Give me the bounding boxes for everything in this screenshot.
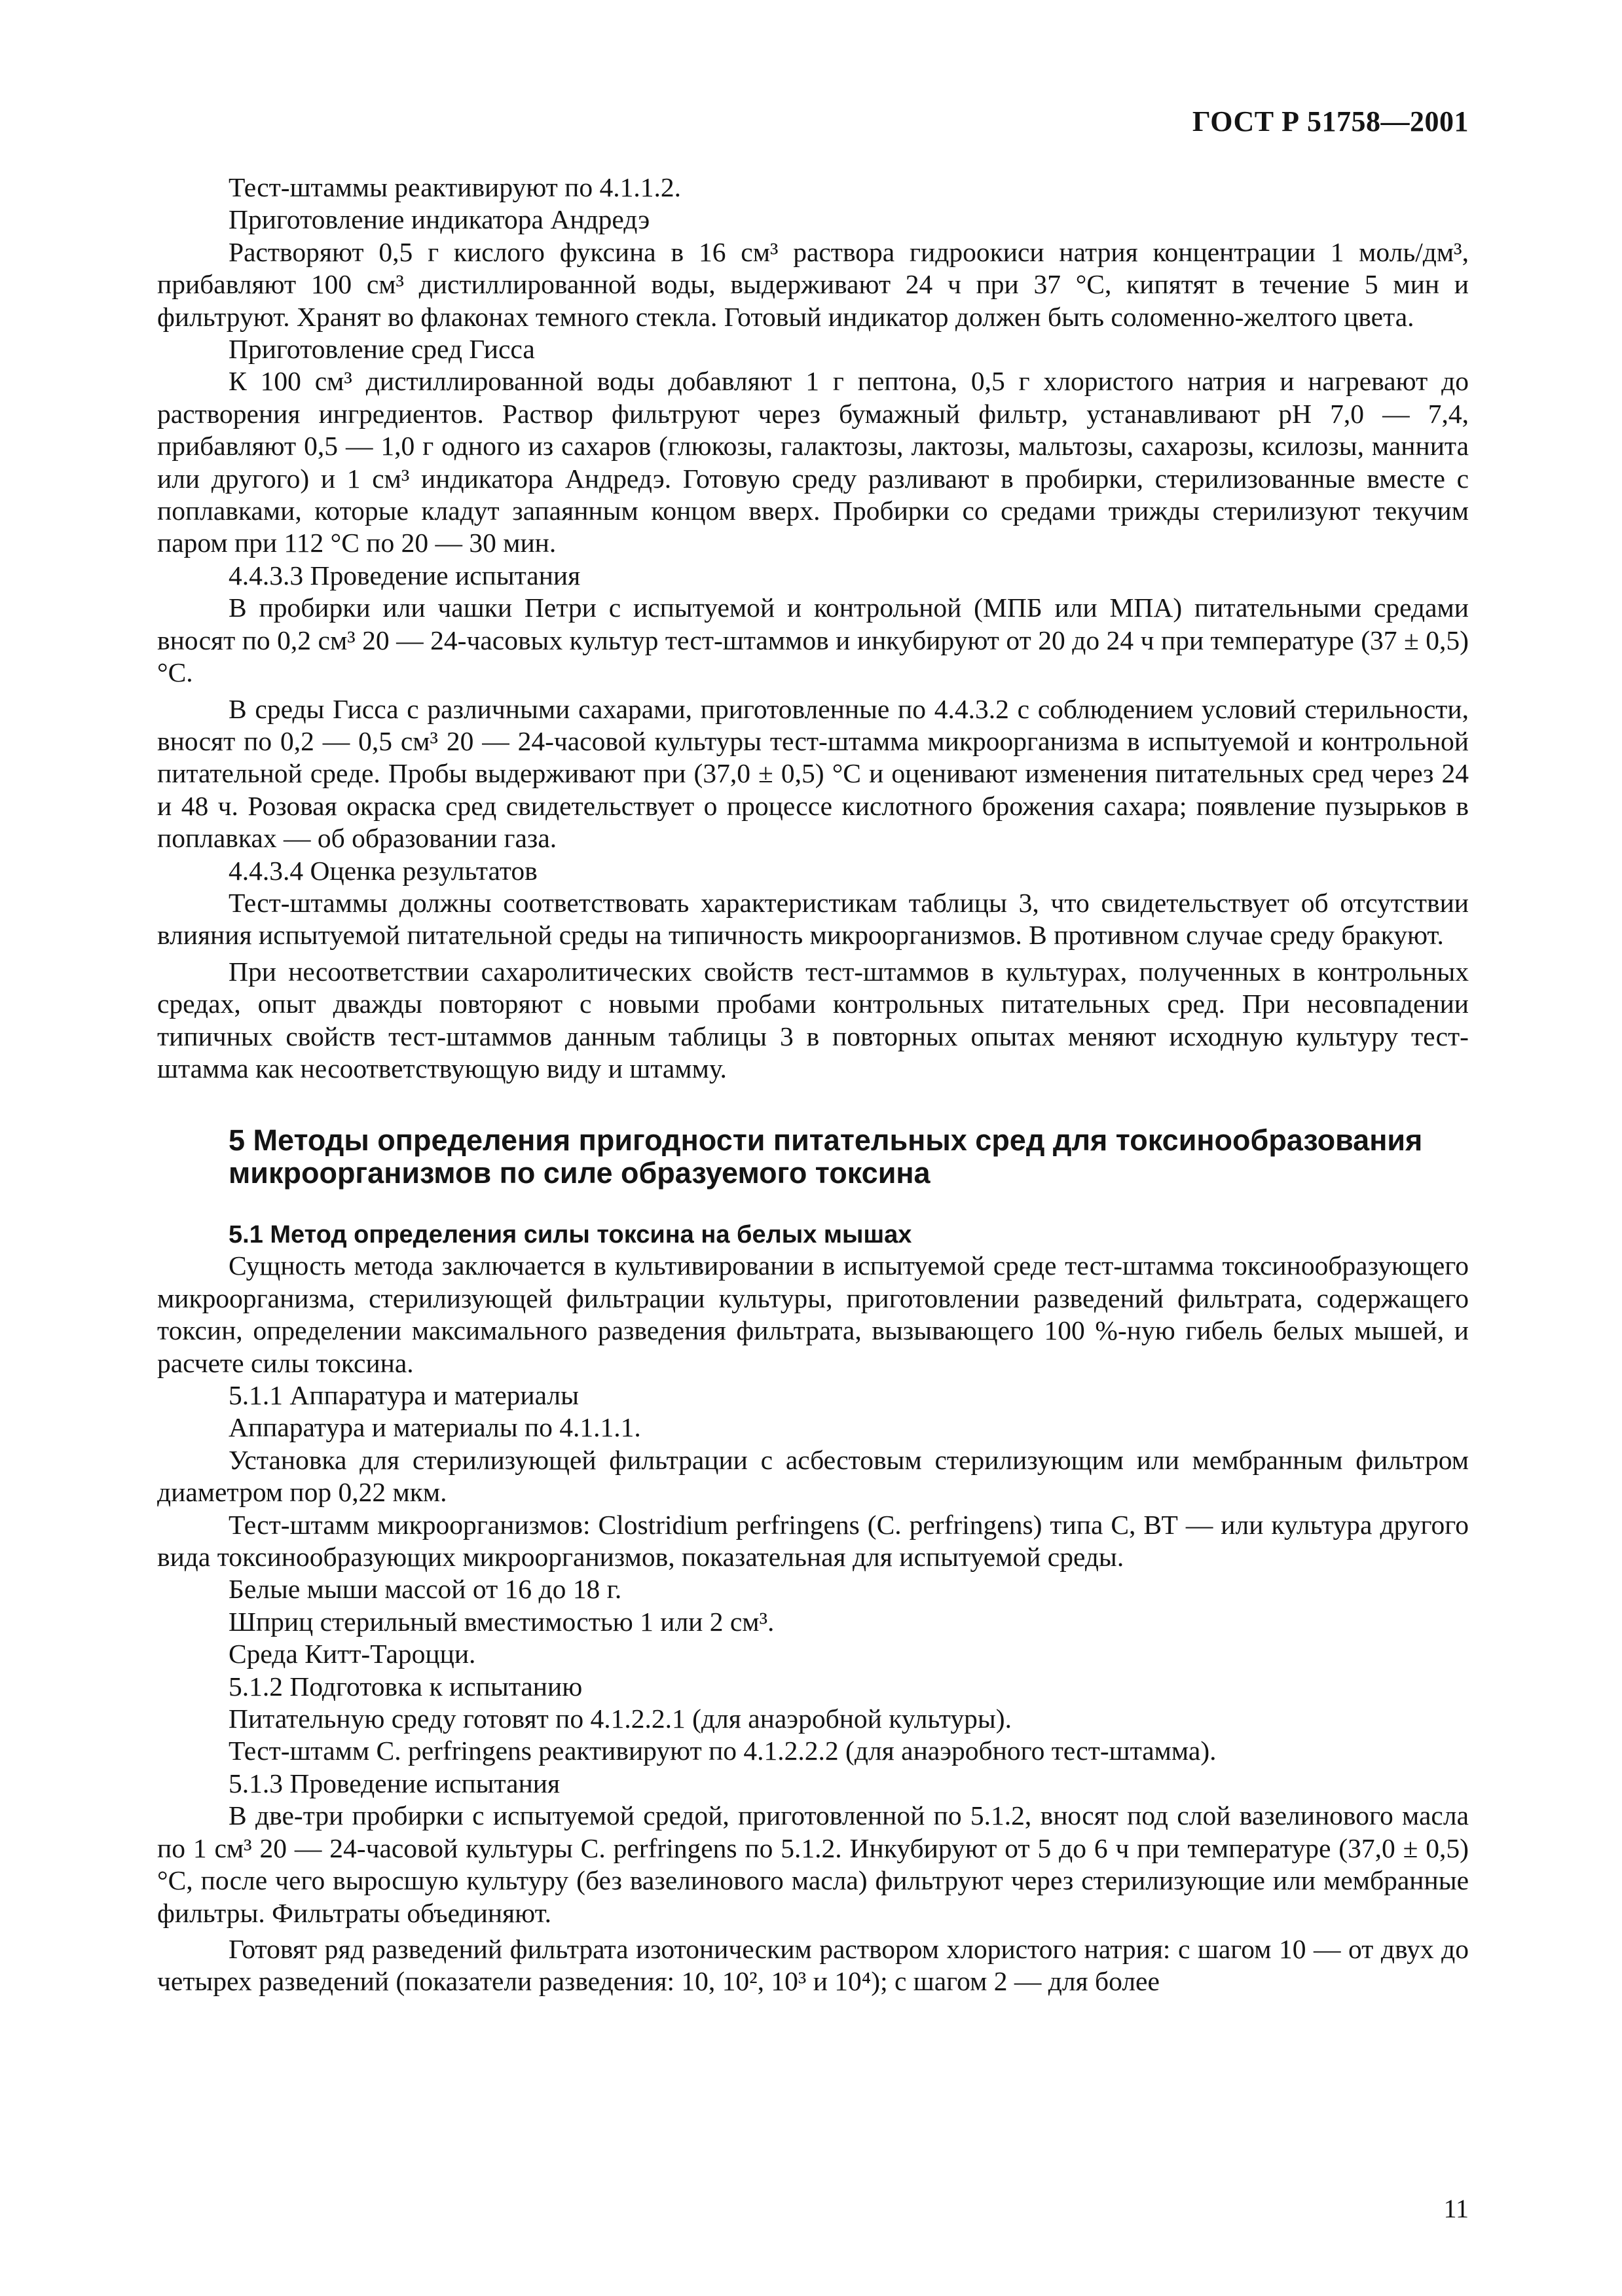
clause-heading: 5.1.3 Проведение испытания	[229, 1768, 561, 1798]
page-number: 11	[1443, 2194, 1469, 2223]
paragraph: Питательную среду готовят по 4.1.2.2.1 (для анаэробной культуры).	[229, 1704, 1012, 1734]
paragraph-subheading: Приготовление сред Гисса	[229, 334, 535, 365]
paragraph: Установка для стерилизующей фильтрации с асбестовым стерилизующим или мембранным фильтром диаметром пор 0,22 мкм.	[157, 1444, 1469, 1508]
paragraph: Шприц стерильный вместимостью 1 или 2 см³.	[229, 1606, 775, 1637]
paragraph: Растворяют 0,5 г кислого фуксина в 16 см³ раствора гидроокиси натрия концентрации 1 моль/дм³, прибавляют 100 см³ дистиллированной воды, выдерживают 24 ч при 37 °С, кипятят в течение 5 мин и фильтруют. Хранят во флаконах темного стекла. Готовый индикатор должен быть соломенно-желтого цвета.	[157, 236, 1469, 332]
clause-heading: 4.4.3.4 Оценка результатов	[229, 855, 538, 886]
paragraph: В две-три пробирки с испытуемой средой, приготовленной по 5.1.2, вносят под слой вазелинового масла по 1 см³ 20 — 24-часовой культуры C. perfringens по 5.1.2. Инкубируют от 5 до 6 ч при температуре (37,0 ± 0,5) °С, после чего выросшую культуру (без вазелинового масла) фильтруют через стерилизующие или мембранные фильтры. Фильтраты объединяют.	[157, 1800, 1469, 1928]
document-page	[157, 0, 1469, 2296]
subsection-heading: 5.1 Метод определения силы токсина на белых мышах	[229, 1221, 912, 1249]
clause-heading: 5.1.2 Подготовка к испытанию	[229, 1671, 583, 1702]
paragraph: Тест-штамм C. perfringens реактивируют по 4.1.2.2.2 (для анаэробного тест-штамма).	[229, 1736, 1217, 1766]
paragraph: Тест-штаммы реактивируют по 4.1.1.2.	[229, 172, 682, 202]
paragraph-subheading: Приготовление индикатора Андредэ	[229, 204, 650, 235]
paragraph: Белые мыши массой от 16 до 18 г.	[229, 1574, 622, 1605]
paragraph: В пробирки или чашки Петри с испытуемой и контрольной (МПБ или МПА) питательными средами вносят по 0,2 см³ 20 — 24-часовых культур тест-штаммов и инкубируют от 20 до 24 ч при температуре (37 ± 0,5) °С.	[157, 592, 1469, 688]
paragraph: Тест-штаммы должны соответствовать характеристикам таблицы 3, что свидетельствует об отсутствии влияния испытуемой питательной среды на типичность микроорганизмов. В противном случае среду бракуют.	[157, 887, 1469, 951]
paragraph: Среда Китт-Тароцци.	[229, 1639, 476, 1669]
document-code-header: ГОСТ Р 51758—2001	[1192, 105, 1469, 137]
paragraph: Готовят ряд разведений фильтрата изотоническим раствором хлористого натрия: с шагом 10 — от двух до четырех разведений (показатели разведения: 10, 10², 10³ и 10⁴); с шагом 2 — для более	[157, 1933, 1469, 1997]
section-heading: 5 Методы определения пригодности питательных сред для токсинообразования микроорганизмов по силе образуемого токсина	[229, 1123, 1423, 1190]
paragraph: В среды Гисса с различными сахарами, приготовленные по 4.4.3.2 с соблюдением условий стерильности, вносят по 0,2 — 0,5 см³ 20 — 24-часовой культуры тест-штамма микроорганизма в испытуемой и контрольной питательной среде. Пробы выдерживают при (37,0 ± 0,5) °С и оценивают изменения питательных сред через 24 и 48 ч. Розовая окраска сред свидетельствует о процессе кислотного брожения сахара; появление пузырьков в поплавках — об образовании газа.	[157, 693, 1469, 854]
paragraph: К 100 см³ дистиллированной воды добавляют 1 г пептона, 0,5 г хлористого натрия и нагревают до растворения ингредиентов. Раствор фильтруют через бумажный фильтр, устанавливают рН 7,0 — 7,4, прибавляют 0,5 — 1,0 г одного из сахаров (глюкозы, галактозы, лактозы, мальтозы, сахарозы, ксилозы, маннита или другого) и 1 см³ индикатора Андредэ. Готовую среду разливают в пробирки, стерилизованные вместе с поплавками, которые кладут запаянным концом вверх. Пробирки со средами трижды стерилизуют текучим паром при 112 °С по 20 — 30 мин.	[157, 366, 1469, 558]
clause-heading: 4.4.3.3 Проведение испытания	[229, 560, 581, 591]
clause-heading: 5.1.1 Аппаратура и материалы	[229, 1380, 579, 1410]
paragraph: Тест-штамм микроорганизмов: Clostridium perfringens (C. perfringens) типа С, ВТ — или культура другого вида токсинообразующих микроорганизмов, показательная для испытуемой среды.	[157, 1509, 1469, 1573]
document-body	[157, 172, 1469, 1998]
paragraph: Сущность метода заключается в культивировании в испытуемой среде тест-штамма токсинообразующего микроорганизма, стерилизующей фильтрации культуры, приготовлении разведений фильтрата, содержащего токсин, определении максимального разведения фильтрата, вызывающего 100 %-ную гибель белых мышей, и расчете силы токсина.	[157, 1250, 1469, 1378]
paragraph: При несоответствии сахаролитических свойств тест-штаммов в культурах, полученных в контрольных средах, опыт дважды повторяют с новыми пробами контрольных питательных сред. При несовпадении типичных свойств тест-штаммов данным таблицы 3 в повторных опытах меняют исходную культуру тест-штамма как несоответствующую виду и штамму.	[157, 956, 1469, 1084]
paragraph: Аппаратура и материалы по 4.1.1.1.	[229, 1412, 641, 1443]
